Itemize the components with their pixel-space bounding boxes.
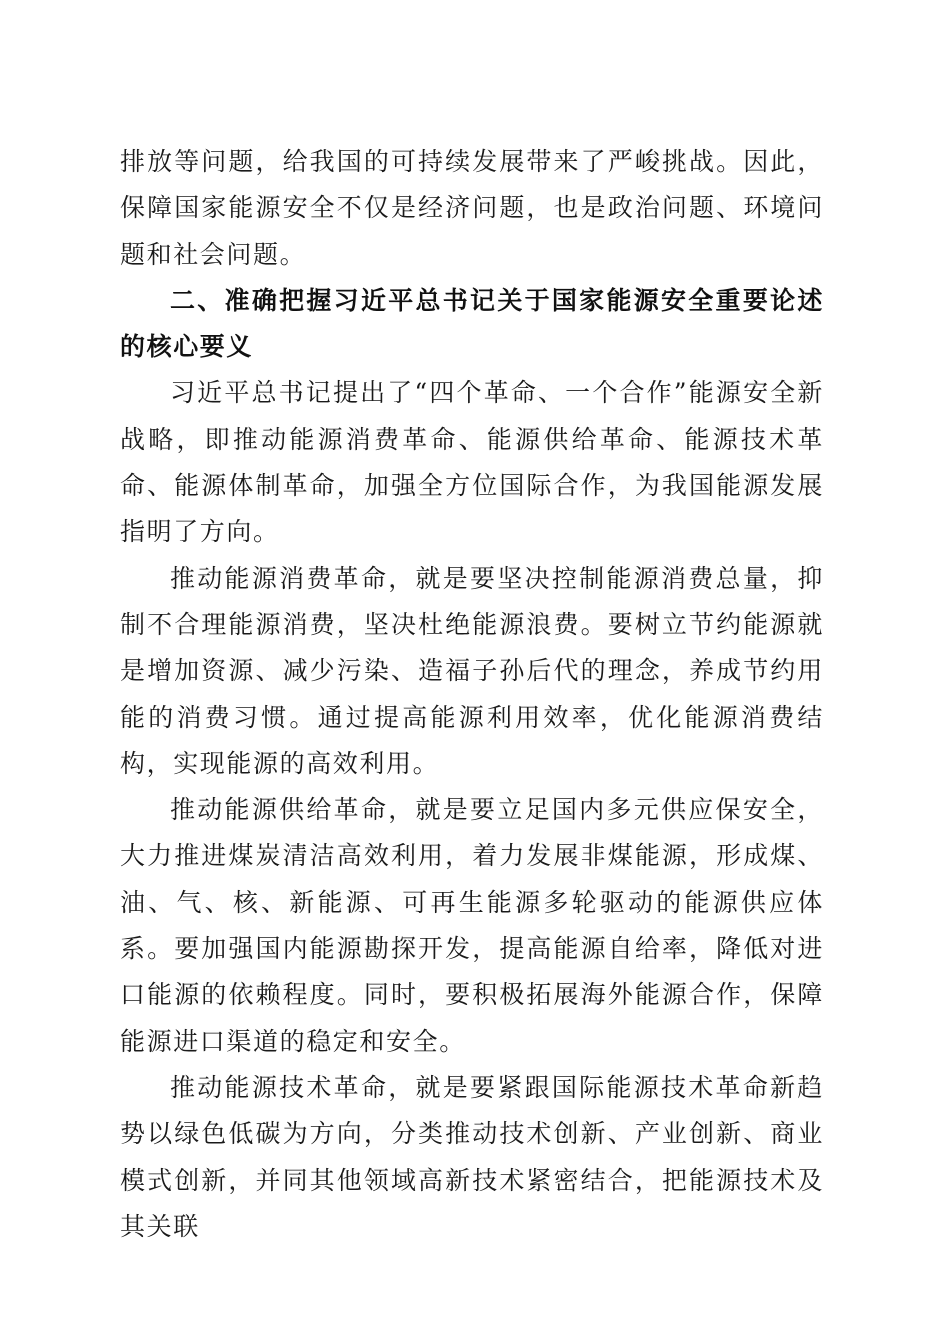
body-paragraph: 推动能源消费革命，就是要坚决控制能源消费总量，抑制不合理能源消费，坚决杜绝能源浪费。要树立节约能源就是增加资源、减少污染、造福子孙后代的理念，养成节约用能的消费习惯。通过提高能源利用效率，优化能源消费结构，实现能源的高效利用。	[120, 563, 824, 778]
body-paragraph: 习近平总书记提出了“四个革命、一个合作”能源安全新战略，即推动能源消费革命、能源供给革命、能源技术革命、能源体制革命，加强全方位国际合作，为我国能源发展指明了方向。	[120, 378, 824, 547]
section-heading: 二、准确把握习近平总书记关于国家能源安全重要论述的核心要义	[120, 285, 824, 362]
body-paragraph: 推动能源技术革命，就是要紧跟国际能源技术革命新趋势以绿色低碳为方向，分类推动技术创新、产业创新、商业模式创新，并同其他领域高新技术紧密结合，把能源技术及其关联	[120, 1072, 824, 1241]
body-paragraph: 推动能源供给革命，就是要立足国内多元供应保安全，大力推进煤炭清洁高效利用，着力发展非煤能源，形成煤、油、气、核、新能源、可再生能源多轮驱动的能源供应体系。要加强国内能源勘探开发，提高能源自给率，降低对进口能源的依赖程度。同时，要积极拓展海外能源合作，保障能源进口渠道的稳定和安全。	[120, 795, 824, 1056]
continued-paragraph: 排放等问题，给我国的可持续发展带来了严峻挑战。因此，保障国家能源安全不仅是经济问题，也是政治问题、环境问题和社会问题。	[120, 147, 824, 269]
document-body	[120, 139, 824, 1250]
